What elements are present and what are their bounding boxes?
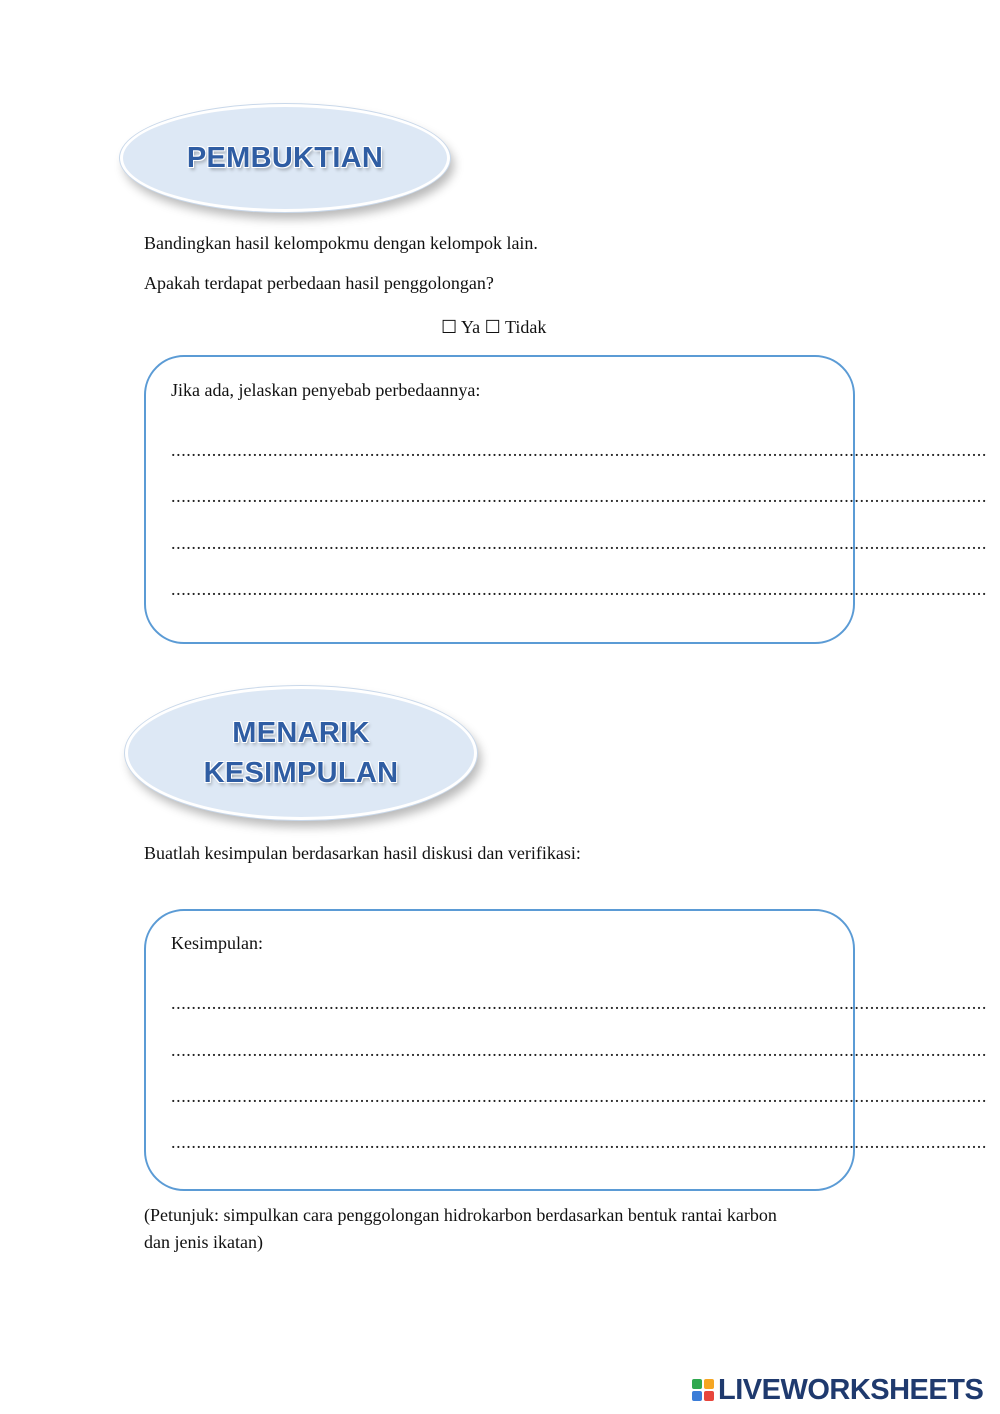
section-title-line-2: KESIMPULAN [203,757,399,789]
answer-line[interactable]: ................................................................................................................................................................ [171,440,987,460]
conclusion-instruction: Buatlah kesimpulan berdasarkan hasil diskusi dan verifikasi: [144,843,581,863]
liveworksheets-logo [692,1374,983,1406]
yes-no-checkboxes[interactable]: ☐ Ya ☐ Tidak [441,317,547,337]
answer-line[interactable]: ................................................................................................................................................................ [171,579,987,599]
answer-line[interactable]: ................................................................................................................................................................ [171,486,987,506]
logo-text: LIVEWORKSHEETS [718,1373,984,1406]
hint-text-line-1: (Petunjuk: simpulkan cara penggolongan hidrokarbon berdasarkan bentuk rantai karbon [144,1205,777,1225]
section-title-pembuktian: PEMBUKTIAN [186,142,384,174]
compare-instruction: Bandingkan hasil kelompokmu dengan kelompok lain. [144,233,538,253]
section-title-badge-pembuktian [120,104,450,212]
liveworksheets-logo-icon [692,1379,714,1401]
answer-line[interactable]: ................................................................................................................................................................ [171,1132,987,1152]
answer-line[interactable]: ................................................................................................................................................................ [171,533,987,553]
difference-question: Apakah terdapat perbedaan hasil penggolongan? [144,273,494,293]
conclusion-box-label: Kesimpulan: [171,933,263,953]
section-title-badge-kesimpulan [125,686,477,820]
section-title-line-1: MENARIK [232,717,370,749]
answer-line[interactable]: ................................................................................................................................................................ [171,1086,987,1106]
answer-line[interactable]: ................................................................................................................................................................ [171,1040,987,1060]
explanation-box-label: Jika ada, jelaskan penyebab perbedaannya: [171,380,481,400]
section-title-kesimpulan [204,713,399,793]
hint-text-line-2: dan jenis ikatan) [144,1232,263,1252]
answer-line[interactable]: ................................................................................................................................................................ [171,993,987,1013]
